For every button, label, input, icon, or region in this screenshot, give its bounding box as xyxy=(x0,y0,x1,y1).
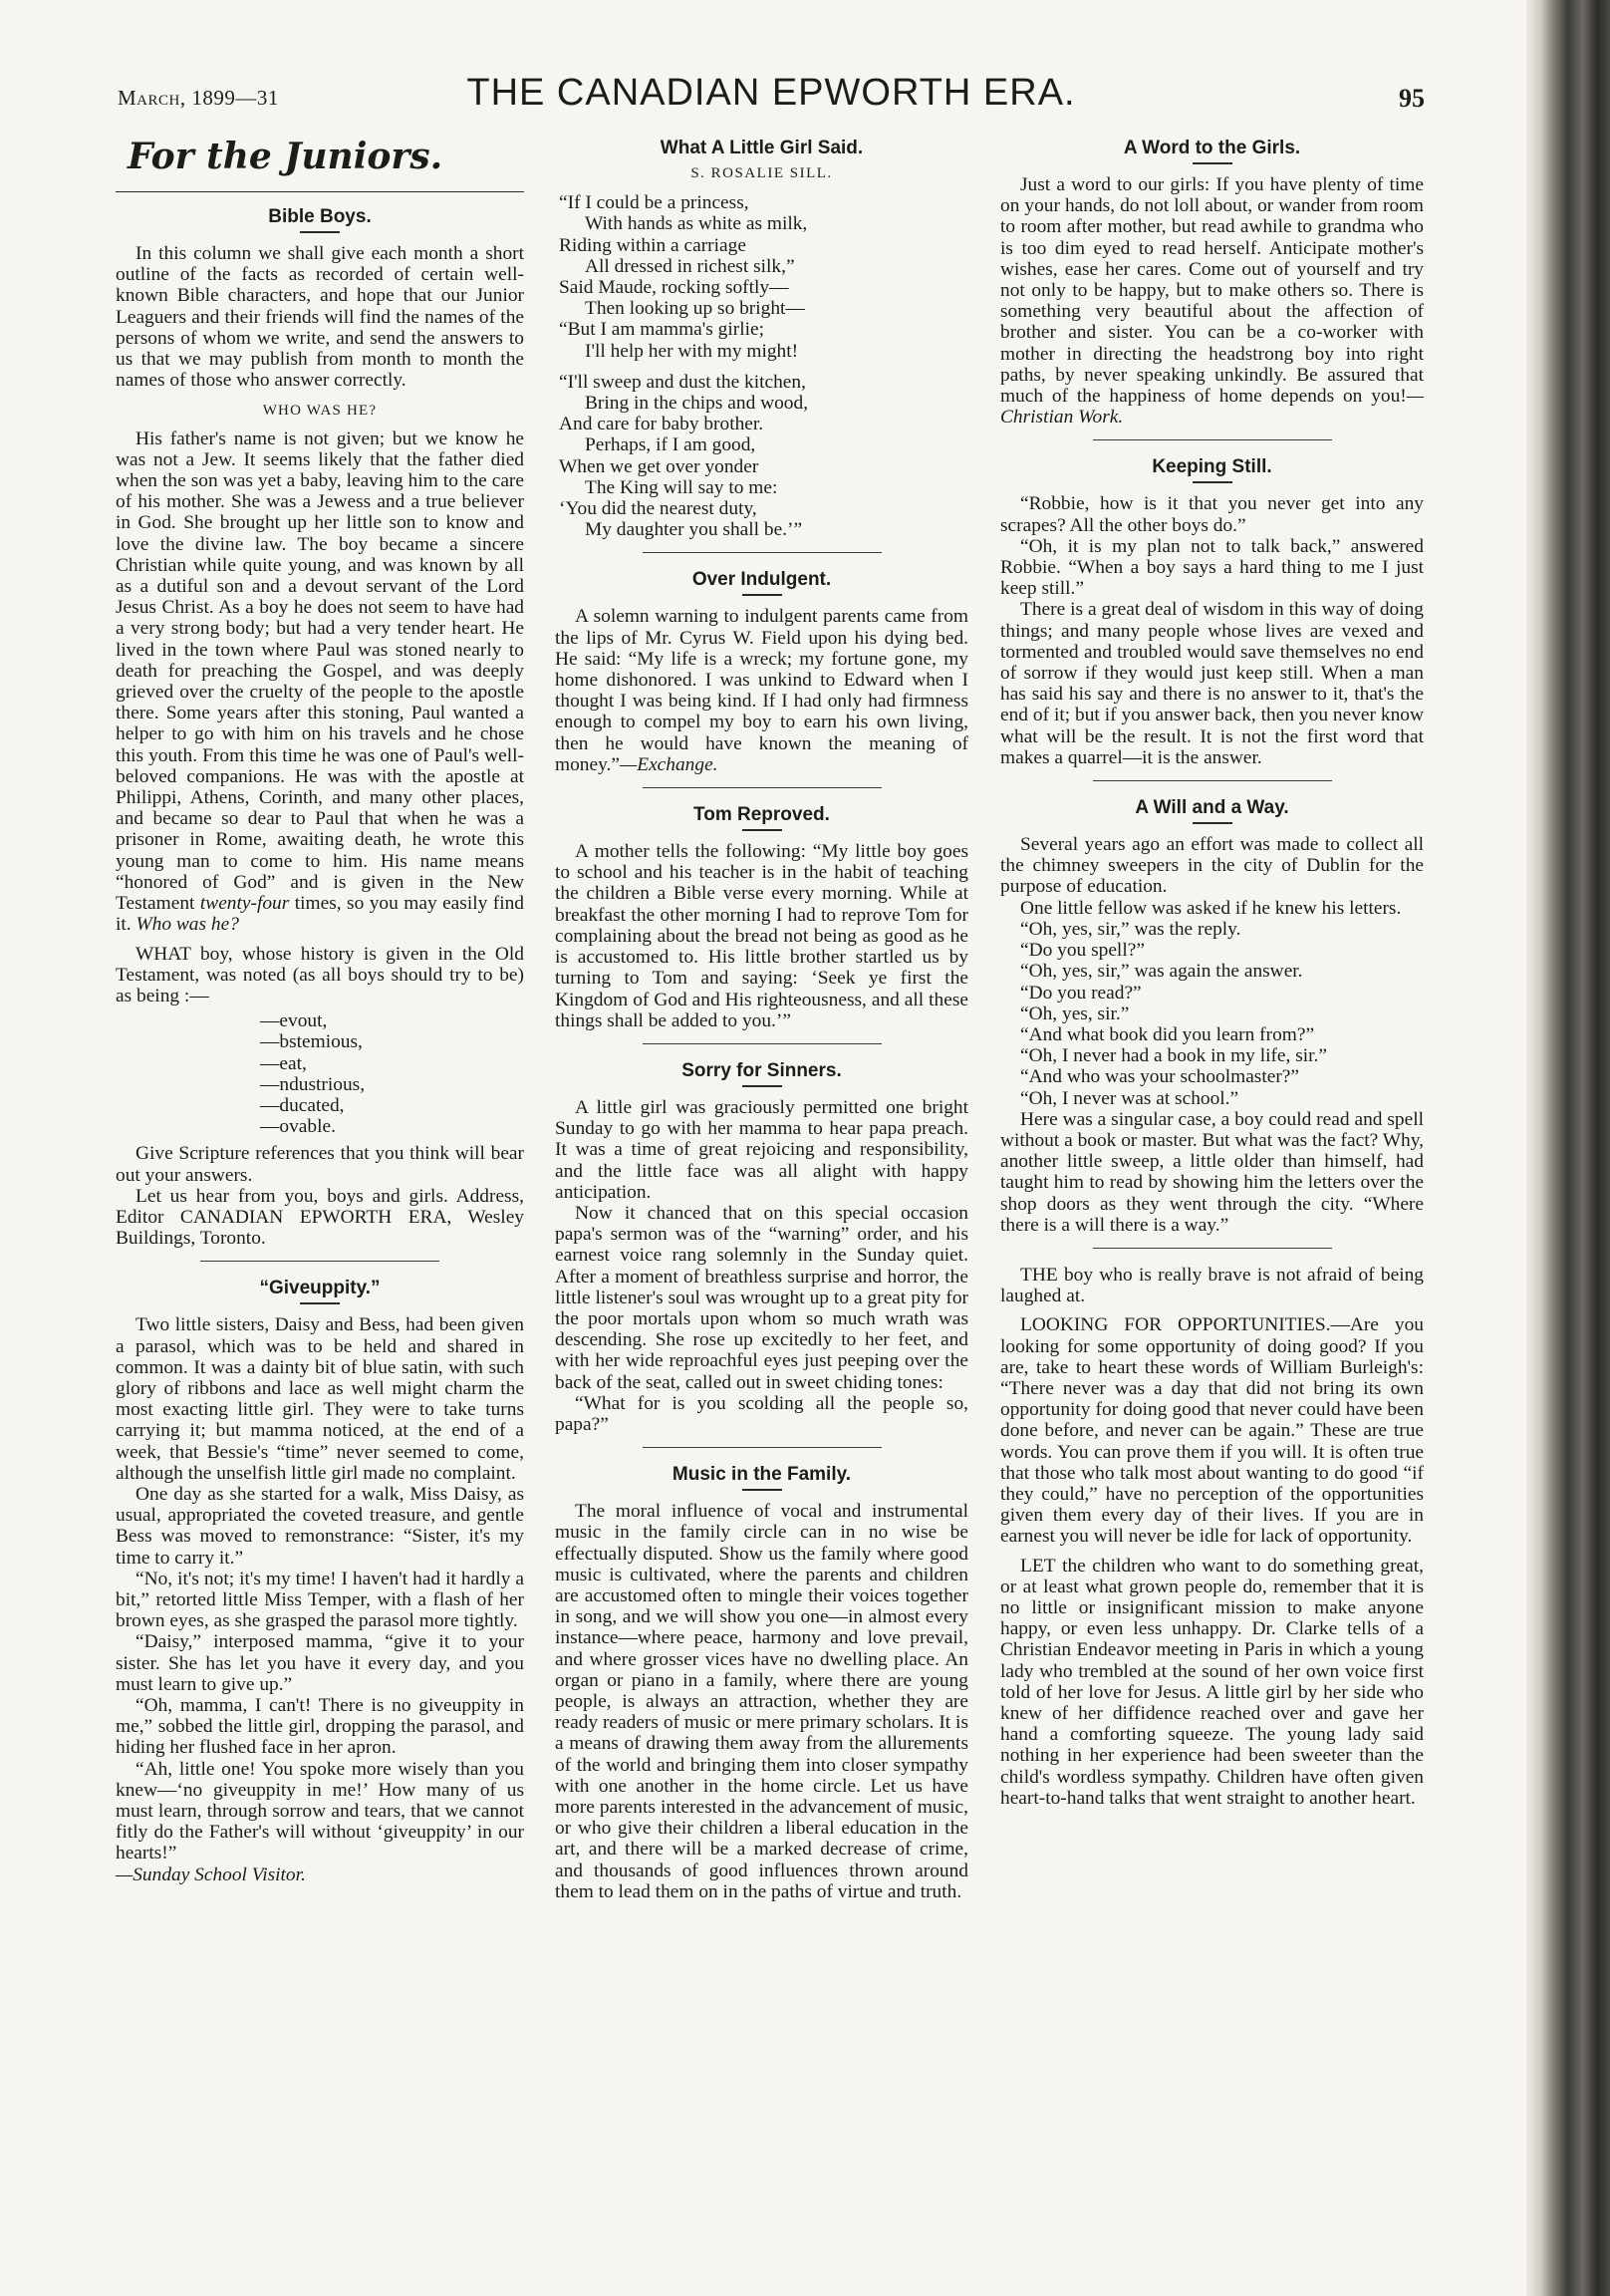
title-rule xyxy=(1193,481,1232,483)
dialogue-line: “Oh, yes, sir,” was the reply. xyxy=(1020,918,1241,940)
book-binding xyxy=(1539,0,1610,2296)
section-separator xyxy=(1093,439,1332,440)
header-date: March, 1899—31 xyxy=(118,86,279,110)
giveuppity-para: “Ah, little one! You spoke more wisely than you knew—‘no giveuppity in me!’ How many of us must learn, through sorrow and tears, that we cannot fitly do the Father's will without ‘giveuppity’ in our hearts!” xyxy=(116,1758,524,1865)
dialogue-line: “Oh, I never was at school.” xyxy=(1020,1087,1239,1109)
column-1 xyxy=(116,134,524,1885)
verse-line: Riding within a carriage xyxy=(559,234,746,256)
blank-item: —ovable. xyxy=(260,1116,336,1138)
word-girls-title: A Word to the Girls. xyxy=(1123,138,1301,158)
title-rule xyxy=(742,594,782,596)
blanks-list xyxy=(260,1010,524,1137)
section-separator xyxy=(643,1043,882,1044)
title-rule xyxy=(742,1085,782,1087)
verse-line: Then looking up so bright— xyxy=(585,298,805,320)
address-note: Let us hear from you, boys and girls. Address, Editor CANADIAN EPWORTH ERA, Wesley Buildings, Toronto. xyxy=(116,1185,524,1250)
verse-line: With hands as white as milk, xyxy=(585,213,808,235)
will-way-para: Several years ago an effort was made to collect all the chimney sweepers in the city of Dublin for the purpose of education. xyxy=(1000,834,1424,898)
keeping-still-para: “Robbie, how is it that you never get into any scrapes? All the other boys do.” xyxy=(1000,493,1424,536)
title-rule xyxy=(1193,822,1232,824)
section-separator xyxy=(1093,1248,1332,1249)
title-rule xyxy=(1193,162,1232,164)
title-rule xyxy=(742,829,782,831)
poem-byline: S. ROSALIE SILL. xyxy=(690,165,833,181)
giveuppity-para: “Oh, mamma, I can't! There is no giveuppity in me,” sobbed the little girl, dropping the parasol, and hiding her flushed face in her apron. xyxy=(116,1695,524,1759)
giveuppity-para: “Daisy,” interposed mamma, “give it to your sister. She has let you have it every day, and you must learn to give up.” xyxy=(116,1631,524,1695)
sorry-sinners-title: Sorry for Sinners. xyxy=(681,1059,842,1081)
dialogue-line: “Do you read?” xyxy=(1020,982,1142,1004)
sorry-sinners-para: A little girl was graciously permitted one bright Sunday to go with her mamma to hear papa preach. It was a time of great rejoicing and responsibility, and the little face was all alight with happy anticipation. xyxy=(555,1096,968,1203)
verse-line: The King will say to me: xyxy=(585,476,778,498)
music-family-text: The moral influence of vocal and instrumental music in the family circle can in no wise be effectually disputed. Show us the family where good music is cultivated, where the parents and children are accustomed often to mingle their voices together in song, and we will show you one—in almost every instance—where peace, harmony and love prevail, and where grosser vices have no dwelling place. An organ or piano in a family, where there are young people, is always an attraction, whether they are ready readers of music or mere primary scholars. It is a means of drawing them away from the allurements of the world and bringing them into closer sympathy with one another in the home circle. Let us have more parents interested in the advancement of music, or who give their children a liberal education in the art, and there will be a marked decrease of crime, and thousands of good influences thrown around them to lead them on in the paths of virtue and truth. xyxy=(555,1501,968,1902)
will-way-title: A Will and a Way. xyxy=(1135,797,1289,819)
giveuppity-para: “No, it's not; it's my time! I haven't had it hardly a bit,” retorted little Miss Temper, with a flash of her brown eyes, as she grasped the parasol more tightly. xyxy=(116,1568,524,1632)
verse-line: Bring in the chips and wood, xyxy=(585,393,809,415)
music-family-title: Music in the Family. xyxy=(671,1464,852,1486)
title-rule xyxy=(742,1489,782,1491)
bible-boys-title: Bible Boys. xyxy=(268,206,372,227)
who-was-he-subhead: WHO WAS HE? xyxy=(262,403,378,420)
word-girls-text: Just a word to our girls: If you have plenty of time on your hands, do not loll about, or wander from room to room after mother, but read awhile to grandma who is too dim eyed to read herself. Anticipate mother's wishes, ease her cares. Come out of yourself and try not only to be happy, but to make others so. There is something very beautiful about the affection of brother and sister. You can be a co-worker with mother in directing the headstrong boy into right paths, by never speaking unkindly. Be assured that much of the happiness of home depends on you!—Christian Work. xyxy=(1000,174,1424,429)
tom-reproved-text: A mother tells the following: “My little boy goes to school and his teacher is in the habit of teaching the children a Bible verse every morning. While at breakfast the other morning I had to reprove Tom for complaining about the bread not being as good as he is accustomed to. His little brother startled us by turning to Tom and saying: ‘Seek ye first the Kingdom of God and His righteousness, and all these things shall be added to you.’” xyxy=(555,841,968,1031)
keeping-still-title: Keeping Still. xyxy=(1152,456,1272,478)
dialogue-line: “And what book did you learn from?” xyxy=(1020,1023,1315,1045)
verse-line: My daughter you shall be.’” xyxy=(585,519,803,541)
verse-line: “If I could be a princess, xyxy=(559,192,749,214)
verse-line: All dressed in richest silk,” xyxy=(585,255,795,277)
blank-item: —evout, xyxy=(260,1010,328,1032)
blank-item: —ndustrious, xyxy=(260,1073,366,1095)
children-paragraph: LET the children who want to do something great, or at least what grown people do, remember that it is no little or insignificant mission to make anyone happy, or even less unhappy. Dr. Clarke tells of a Christian Endeavor meeting in Paris in which a young lady who trembled at the sound of her own voice first told of her love for Jesus. A little girl by her side who knew of her diffidence reached over and gave her hand a comforting squeeze. The young lady said nothing in her experience had been sweeter than the child's wordless sympathy. Children have often given heart-to-hand talks that went straight to another heart. xyxy=(1000,1555,1424,1809)
opportunities-paragraph: LOOKING FOR OPPORTUNITIES.—Are you looking for some opportunity of doing good? If you are, take to heart these words of William Burleigh's: “There never was a day that did not bring its own opportunity for doing good that never could have been done before, and never can be again.” These are true words. You can prove them if you will. It is often true that those who talk most about wanting to do good “if they could,” have no perception of the opportunities given them every day of their lives. If you are in earnest you will never be idle for lack of opportunity. xyxy=(1000,1314,1424,1548)
title-rule xyxy=(300,1302,340,1304)
verse-line: I'll help her with my might! xyxy=(585,340,799,362)
section-separator xyxy=(1093,780,1332,781)
poem-stanza xyxy=(555,192,968,540)
blank-item: —bstemious, xyxy=(260,1031,363,1053)
little-girl-title: What A Little Girl Said. xyxy=(660,138,864,158)
title-rule xyxy=(300,231,340,233)
verse-line: Perhaps, if I am good, xyxy=(585,434,756,456)
bible-boys-intro: In this column we shall give each month a short outline of the facts as recorded of certain well-known Bible characters, and hope that our Junior Leaguers and their friends will find the names of the persons of whom we write, and send the answers to us that we may publish from month to month the names of those who answer correctly. xyxy=(116,243,524,392)
verse-line: Said Maude, rocking softly— xyxy=(559,277,789,299)
blank-item: —ducated, xyxy=(260,1094,345,1116)
giveuppity-source: —Sunday School Visitor. xyxy=(116,1864,306,1885)
dialogue-line: “Oh, I never had a book in my life, sir.” xyxy=(1020,1045,1328,1067)
verse-line: “I'll sweep and dust the kitchen, xyxy=(559,371,806,393)
section-separator xyxy=(200,1261,439,1262)
keeping-still-para: “Oh, it is my plan not to talk back,” answered Robbie. “When a boy says a hard thing to me I just keep still.” xyxy=(1000,535,1424,600)
dialogue-line: “Do you spell?” xyxy=(1020,940,1145,962)
giveuppity-para: One day as she started for a walk, Miss Daisy, as usual, appropriated the coveted treasure, and gentle Bess was moved to remonstrance: “Sister, it's my time to carry it.” xyxy=(116,1483,524,1569)
will-way-para: Here was a singular case, a boy could read and spell without a book or master. But what was the fact? Why, another little sweep, a little older than himself, had taught him to read by showing him the letters over the shop doors as they went through the city. “Where there is a will there is a way.” xyxy=(1000,1108,1424,1236)
giveuppity-title: “Giveuppity.” xyxy=(259,1278,381,1299)
column-3 xyxy=(1000,134,1424,1809)
verse-line: When we get over yonder xyxy=(559,455,759,477)
verse-line: ‘You did the nearest duty, xyxy=(559,498,757,520)
verse-line: And care for baby brother. xyxy=(559,414,764,435)
sorry-sinners-para: Now it chanced that on this special occasion papa's sermon was of the “warning” order, and his earnest voice rang solemnly in the Sunday quiet. After a moment of breathless surprise and horror, the little listener's soul was wrought up to a great pity for the poor mortals upon whom so much wrath was descending. She rose up excitedly to her feet, and with her wide reproachful eyes just peeping over the back of the seat, called out in sweet chiding tones: xyxy=(555,1202,968,1393)
section-separator xyxy=(643,1447,882,1448)
section-separator xyxy=(643,787,882,788)
blank-item: —eat, xyxy=(260,1052,307,1074)
bible-boys-story: His father's name is not given; but we know he was not a Jew. It seems likely that the father died when the son was yet a baby, leaving him to the care of his mother. She was a Jewess and a true believer in God. She brought up her little son to know and love the divine law. The boy became a sincere Christian while quite young, and was known by all as a dutiful son and a devout servant of the Lord Jesus Christ. As a boy he does not seem to have had a very strong body; but had a very tender heart. He lived in the town where Paul was stoned nearly to death for preaching the Gospel, and was deeply grieved over the cruelty of the people to the apostle there. Some years after this stoning, Paul wanted a helper to go with him on his travels and he chose this youth. From this time he was one of Paul's well-beloved companions. He was with the apostle at Philippi, Athens, Corinth, and many other places, and became so dear to Paul that when he was a prisoner in Rome, awaiting death, he wrote this young man to come to him. His name means “honored of God” and is given in the New Testament twenty-four times, so you may easily find it. Who was he? xyxy=(116,428,524,936)
column-2 xyxy=(555,134,968,1902)
scripture-note: Give Scripture references that you think will bear out your answers. xyxy=(116,1143,524,1186)
giveuppity-para: Two little sisters, Daisy and Bess, had been given a parasol, which was to be held and shared in common. It was a dainty bit of blue satin, with such glory of ribbons and lace as well might charm the most exacting little girl. They were to take turns carrying it; but mamma noticed, at the end of a week, that Bessie's “time” never seemed to come, although the unselfish little girl made no complaint. xyxy=(116,1314,524,1484)
running-header xyxy=(118,68,1425,120)
page-number: 95 xyxy=(1399,84,1425,113)
magazine-title: THE CANADIAN EPWORTH ERA. xyxy=(466,72,1076,114)
department-heading: For the Juniors. xyxy=(128,136,443,177)
page-edge xyxy=(1526,0,1540,2296)
dialogue-line: “And who was your schoolmaster?” xyxy=(1020,1066,1300,1088)
section-separator xyxy=(643,552,882,553)
will-way-para: One little fellow was asked if he knew his letters. xyxy=(1020,897,1402,919)
heading-rule xyxy=(116,191,524,192)
sorry-sinners-para: “What for is you scolding all the people so, papa?” xyxy=(555,1392,968,1435)
keeping-still-para: There is a great deal of wisdom in this way of doing things; and many people whose lives are vexed and tormented and troubled would save themselves no end of sorrow if they would just keep still. When a man has said his say and there is no answer to it, that's the end of it; but if you answer back, then you never know what will be the result. It is not the first word that makes a quarrel—it is the answer. xyxy=(1000,599,1424,768)
dialogue-line: “Oh, yes, sir.” xyxy=(1020,1003,1130,1024)
verse-line: “But I am mamma's girlie; xyxy=(559,319,764,341)
what-boy-question: WHAT boy, whose history is given in the Old Testament, was noted (as all boys should try to be) as being :— xyxy=(116,943,524,1006)
over-indulgent-title: Over Indulgent. xyxy=(691,569,832,591)
over-indulgent-text: A solemn warning to indulgent parents came from the lips of Mr. Cyrus W. Field upon his dying bed. He said: “My life is a wreck; my fortune gone, my home dishonored. I was unkind to Edward when I thought I was being kind. If I had only had firmness enough to compel my boy to earn his own living, then he would have known the meaning of money.”—Exchange. xyxy=(555,606,968,775)
brave-paragraph: THE boy who is really brave is not afraid of being laughed at. xyxy=(1000,1264,1424,1307)
tom-reproved-title: Tom Reproved. xyxy=(693,804,830,826)
dialogue-line: “Oh, yes, sir,” was again the answer. xyxy=(1020,961,1303,983)
